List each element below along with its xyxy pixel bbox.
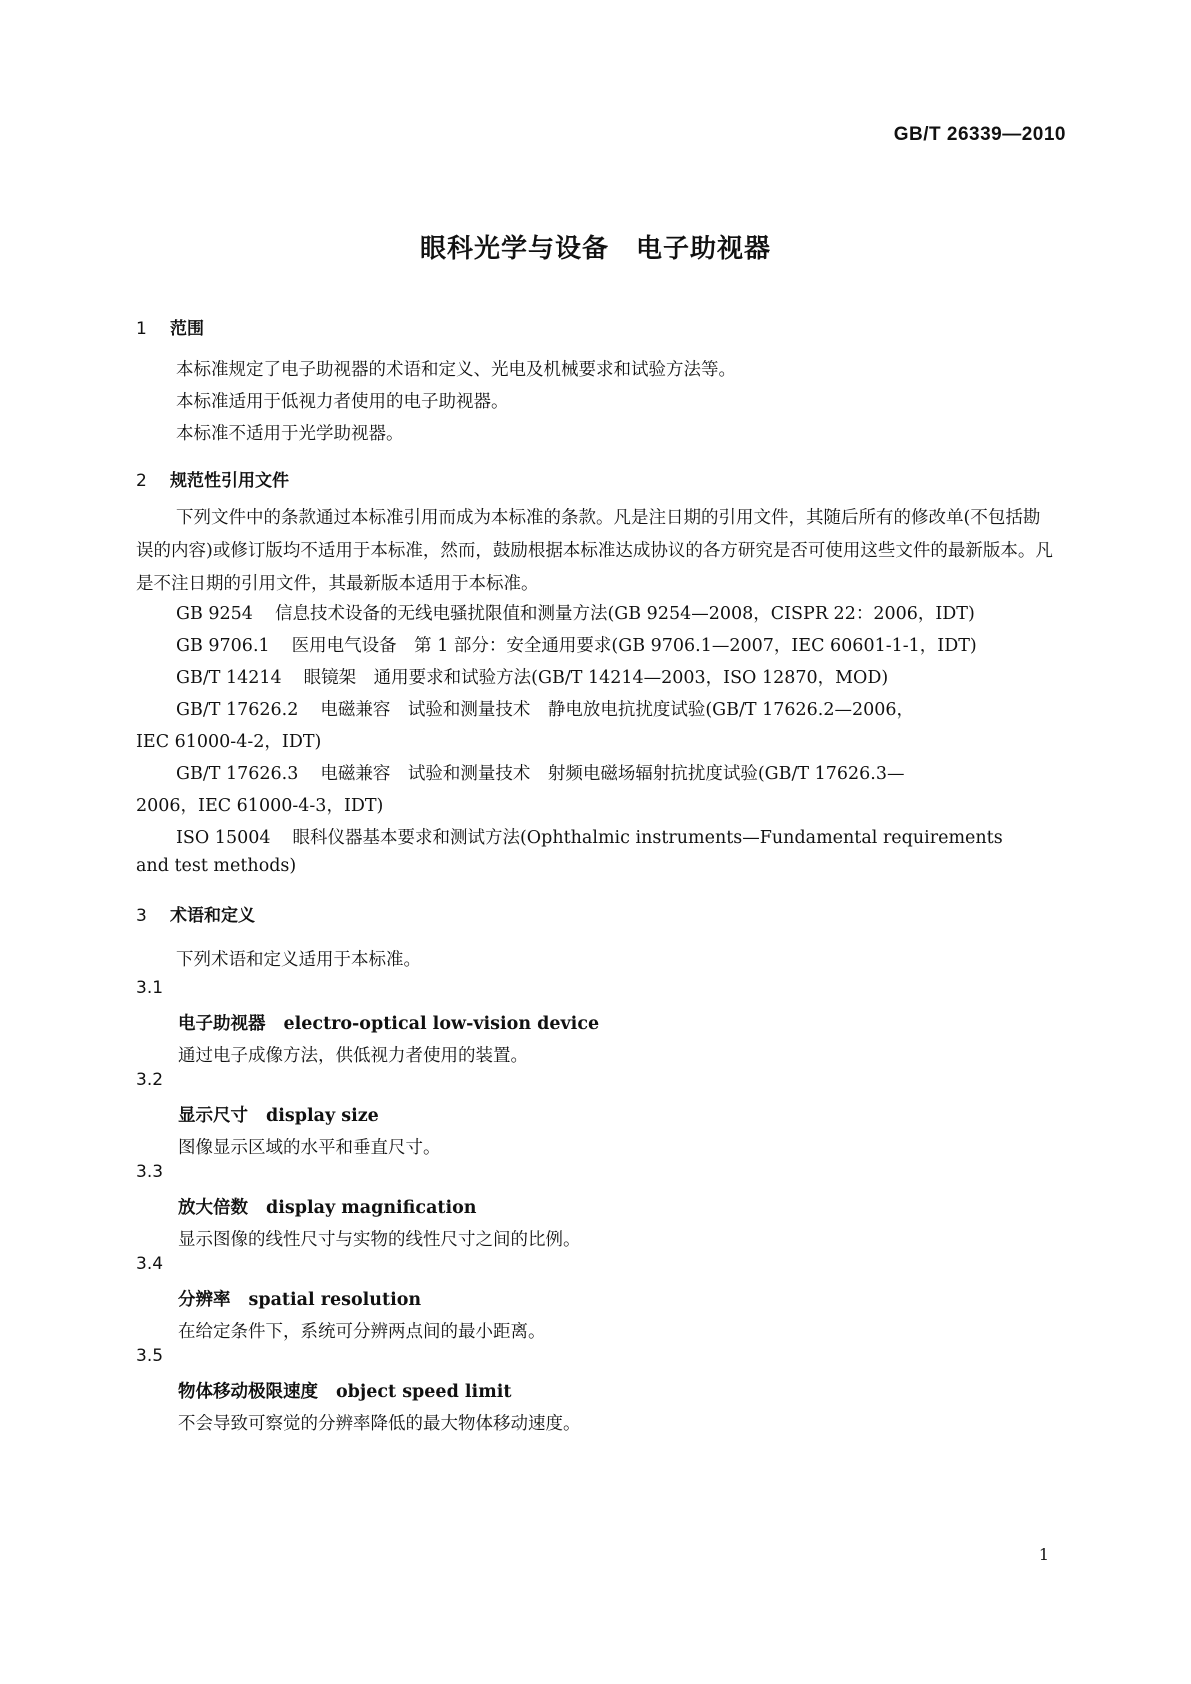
clause-number: 3.2 <box>136 1070 164 1090</box>
reference-code: GB/T 17626.2 <box>176 700 299 720</box>
reference-code: GB 9706.1 <box>176 636 270 656</box>
reference-item <box>176 824 1003 849</box>
term-english: object speed limit <box>336 1382 512 1402</box>
standard-code: GB/T 26339—2010 <box>893 124 1066 145</box>
term-english: electro-optical low-vision device <box>283 1014 600 1034</box>
term-definition: 显示图像的线性尺寸与实物的线性尺寸之间的比例。 <box>178 1230 581 1250</box>
term-chinese: 放大倍数 <box>178 1198 248 1218</box>
reference-text: 医用电气设备 第 1 部分：安全通用要求(GB 9706.1—2007，IEC 60601-1-1，IDT) <box>291 636 977 656</box>
paragraph: 本标准不适用于光学助视器。 <box>176 424 404 444</box>
reference-item <box>176 632 977 657</box>
term-english: display size <box>266 1106 379 1126</box>
section-2-heading <box>136 466 289 491</box>
paragraph: 本标准规定了电子助视器的术语和定义、光电及机械要求和试验方法等。 <box>176 360 736 380</box>
section-title: 规范性引用文件 <box>170 471 289 491</box>
term-chinese: 电子助视器 <box>178 1014 266 1034</box>
term-definition: 通过电子成像方法，供低视力者使用的装置。 <box>178 1046 528 1066</box>
term-heading <box>178 1010 599 1035</box>
reference-code: GB/T 14214 <box>176 668 282 688</box>
section-3-heading <box>136 901 255 926</box>
section-title: 范围 <box>170 319 204 339</box>
reference-item <box>176 664 888 689</box>
section-title: 术语和定义 <box>170 906 255 926</box>
term-heading <box>178 1194 477 1219</box>
reference-text: 眼科仪器基本要求和测试方法(Ophthalmic instruments—Fundamental requirements <box>292 828 1003 848</box>
reference-code: ISO 15004 <box>176 828 271 848</box>
section-3-intro: 下列术语和定义适用于本标准。 <box>176 950 421 970</box>
section-number: 2 <box>136 471 147 491</box>
term-chinese: 显示尺寸 <box>178 1106 248 1126</box>
section-number: 3 <box>136 906 147 926</box>
reference-code: GB/T 17626.3 <box>176 764 299 784</box>
reference-code: GB 9254 <box>176 604 253 624</box>
term-chinese: 物体移动极限速度 <box>178 1382 318 1402</box>
reference-text: 电磁兼容 试验和测量技术 射频电磁场辐射抗扰度试验(GB/T 17626.3— <box>320 764 905 784</box>
section-2-intro-paragraph: 下列文件中的条款通过本标准引用而成为本标准的条款。凡是注日期的引用文件，其随后所有的修改单(不包括勘误的内容)或修订版均不适用于本标准，然而，鼓励根据本标准达成协议的各方研究是否可使用这些文件的最新版本。凡是不注日期的引用文件，其最新版本适用于本标准。 <box>136 508 1053 594</box>
paragraph: 本标准适用于低视力者使用的电子助视器。 <box>176 392 509 412</box>
clause-number: 3.5 <box>136 1346 164 1366</box>
reference-item <box>176 696 914 721</box>
clause-number: 3.1 <box>136 978 164 998</box>
clause-number: 3.3 <box>136 1162 164 1182</box>
reference-continuation: and test methods) <box>136 856 297 876</box>
section-number: 1 <box>136 319 147 339</box>
reference-text: 信息技术设备的无线电骚扰限值和测量方法(GB 9254—2008，CISPR 22：2006，IDT) <box>274 604 975 624</box>
term-english: spatial resolution <box>248 1290 422 1310</box>
reference-item <box>176 760 905 785</box>
term-heading <box>178 1102 379 1127</box>
reference-text: 电磁兼容 试验和测量技术 静电放电抗扰度试验(GB/T 17626.2—2006， <box>320 700 915 720</box>
clause-number: 3.4 <box>136 1254 164 1274</box>
reference-continuation: IEC 61000-4-2，IDT) <box>136 732 322 752</box>
section-1-heading <box>136 314 204 339</box>
reference-continuation: 2006，IEC 61000-4-3，IDT) <box>136 796 384 816</box>
term-heading <box>178 1378 511 1403</box>
reference-text: 眼镜架 通用要求和试验方法(GB/T 14214—2003，ISO 12870，MOD) <box>303 668 889 688</box>
term-heading <box>178 1286 421 1311</box>
term-chinese: 分辨率 <box>178 1290 231 1310</box>
document-title: 眼科光学与设备 电子助视器 <box>419 234 771 264</box>
term-definition: 图像显示区域的水平和垂直尺寸。 <box>178 1138 441 1158</box>
term-definition: 在给定条件下，系统可分辨两点间的最小距离。 <box>178 1322 546 1342</box>
term-definition: 不会导致可察觉的分辨率降低的最大物体移动速度。 <box>178 1414 581 1434</box>
page-number: 1 <box>1038 1545 1049 1564</box>
term-english: display magnification <box>266 1198 477 1218</box>
reference-item <box>176 600 975 625</box>
